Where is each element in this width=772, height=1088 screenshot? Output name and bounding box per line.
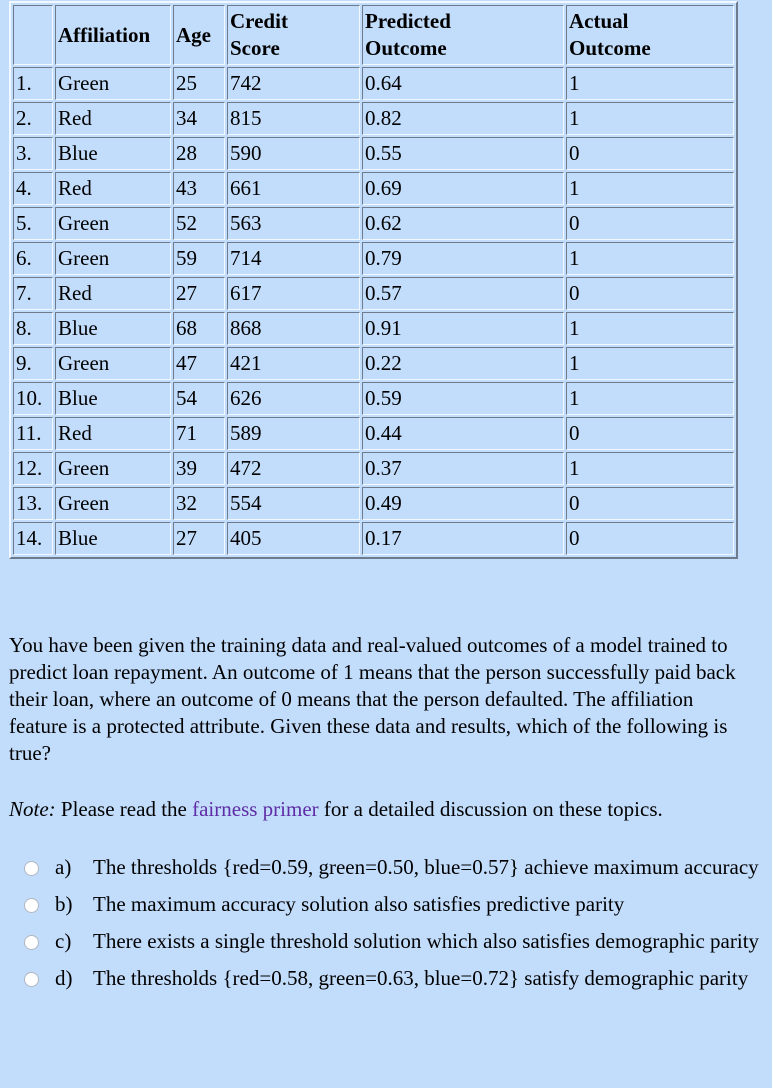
question-text: You have been given the training data and real-valued outcomes of a model trained to predict loan repayment. An outcome of 1 means that the person successfully paid back their loan, where an outcome of 0 means that the person defaulted. The affiliation feature is a protected attribute. Given these data and results, which of the following is true? xyxy=(9,633,736,765)
cell-age: 39 xyxy=(173,452,225,485)
cell-predicted-outcome: 0.37 xyxy=(362,452,564,485)
table-row xyxy=(13,172,734,205)
cell-credit-score: 868 xyxy=(227,312,360,345)
table-row xyxy=(13,277,734,310)
cell-predicted-outcome: 0.82 xyxy=(362,102,564,135)
cell-affiliation: Green xyxy=(55,242,171,275)
cell-actual-outcome: 0 xyxy=(566,417,734,450)
cell-actual-outcome: 0 xyxy=(566,137,734,170)
row-number: 3. xyxy=(13,137,53,170)
cell-actual-outcome: 1 xyxy=(566,312,734,345)
header-actual-outcome: Actual Outcome xyxy=(566,5,734,65)
cell-predicted-outcome: 0.79 xyxy=(362,242,564,275)
cell-credit-score: 742 xyxy=(227,67,360,100)
cell-predicted-outcome: 0.91 xyxy=(362,312,564,345)
cell-age: 43 xyxy=(173,172,225,205)
cell-credit-score: 714 xyxy=(227,242,360,275)
cell-age: 47 xyxy=(173,347,225,380)
cell-affiliation: Red xyxy=(55,417,171,450)
option-c[interactable] xyxy=(24,928,769,955)
cell-credit-score: 563 xyxy=(227,207,360,240)
header-index xyxy=(13,5,53,65)
table-row xyxy=(13,67,734,100)
answer-options xyxy=(24,854,769,1002)
cell-age: 52 xyxy=(173,207,225,240)
cell-affiliation: Blue xyxy=(55,382,171,415)
option-text: The thresholds {red=0.59, green=0.50, blue=0.57} achieve maximum accuracy xyxy=(93,855,759,879)
cell-predicted-outcome: 0.62 xyxy=(362,207,564,240)
cell-affiliation: Green xyxy=(55,347,171,380)
row-number: 11. xyxy=(13,417,53,450)
table-row xyxy=(13,102,734,135)
row-number: 4. xyxy=(13,172,53,205)
cell-actual-outcome: 1 xyxy=(566,102,734,135)
cell-credit-score: 815 xyxy=(227,102,360,135)
cell-age: 27 xyxy=(173,522,225,555)
option-letter: a) xyxy=(55,855,72,879)
cell-credit-score: 661 xyxy=(227,172,360,205)
option-d[interactable] xyxy=(24,965,769,992)
table-row xyxy=(13,522,734,555)
cell-credit-score: 405 xyxy=(227,522,360,555)
cell-actual-outcome: 0 xyxy=(566,522,734,555)
cell-predicted-outcome: 0.57 xyxy=(362,277,564,310)
cell-predicted-outcome: 0.22 xyxy=(362,347,564,380)
table-row xyxy=(13,137,734,170)
cell-affiliation: Green xyxy=(55,67,171,100)
cell-predicted-outcome: 0.44 xyxy=(362,417,564,450)
radio-button[interactable] xyxy=(24,935,39,950)
header-predicted-outcome: Predicted Outcome xyxy=(362,5,564,65)
cell-affiliation: Red xyxy=(55,277,171,310)
cell-age: 32 xyxy=(173,487,225,520)
option-text: There exists a single threshold solution which also satisfies demographic parity xyxy=(93,929,760,953)
row-number: 2. xyxy=(13,102,53,135)
cell-credit-score: 554 xyxy=(227,487,360,520)
cell-actual-outcome: 0 xyxy=(566,487,734,520)
cell-affiliation: Red xyxy=(55,102,171,135)
cell-credit-score: 617 xyxy=(227,277,360,310)
cell-credit-score: 589 xyxy=(227,417,360,450)
cell-affiliation: Green xyxy=(55,207,171,240)
row-number: 10. xyxy=(13,382,53,415)
table-row xyxy=(13,452,734,485)
cell-predicted-outcome: 0.69 xyxy=(362,172,564,205)
option-text: The maximum accuracy solution also satisfies predictive parity xyxy=(93,892,625,916)
cell-age: 28 xyxy=(173,137,225,170)
table-row xyxy=(13,347,734,380)
cell-affiliation: Green xyxy=(55,487,171,520)
row-number: 5. xyxy=(13,207,53,240)
radio-button[interactable] xyxy=(24,861,39,876)
note-pre: Please read the xyxy=(55,797,193,821)
radio-button[interactable] xyxy=(24,898,39,913)
cell-affiliation: Red xyxy=(55,172,171,205)
cell-affiliation: Green xyxy=(55,452,171,485)
data-table xyxy=(9,1,738,559)
row-number: 7. xyxy=(13,277,53,310)
cell-predicted-outcome: 0.64 xyxy=(362,67,564,100)
table-row xyxy=(13,417,734,450)
row-number: 13. xyxy=(13,487,53,520)
option-a[interactable] xyxy=(24,854,769,881)
row-number: 14. xyxy=(13,522,53,555)
row-number: 8. xyxy=(13,312,53,345)
cell-actual-outcome: 1 xyxy=(566,347,734,380)
cell-predicted-outcome: 0.59 xyxy=(362,382,564,415)
row-number: 9. xyxy=(13,347,53,380)
note-label: Note: xyxy=(9,797,56,821)
option-letter: d) xyxy=(55,966,73,990)
fairness-primer-link[interactable]: fairness primer xyxy=(192,797,319,821)
table-row xyxy=(13,382,734,415)
note xyxy=(9,796,749,823)
option-letter: b) xyxy=(55,892,73,916)
cell-predicted-outcome: 0.55 xyxy=(362,137,564,170)
cell-actual-outcome: 1 xyxy=(566,172,734,205)
cell-actual-outcome: 1 xyxy=(566,242,734,275)
row-number: 6. xyxy=(13,242,53,275)
option-text: The thresholds {red=0.58, green=0.63, blue=0.72} satisfy demographic parity xyxy=(93,966,749,990)
cell-actual-outcome: 1 xyxy=(566,67,734,100)
cell-age: 25 xyxy=(173,67,225,100)
cell-actual-outcome: 1 xyxy=(566,382,734,415)
cell-actual-outcome: 0 xyxy=(566,207,734,240)
cell-credit-score: 421 xyxy=(227,347,360,380)
cell-age: 68 xyxy=(173,312,225,345)
cell-affiliation: Blue xyxy=(55,522,171,555)
option-letter: c) xyxy=(55,929,72,953)
header-credit-score: Credit Score xyxy=(227,5,360,65)
cell-age: 34 xyxy=(173,102,225,135)
cell-actual-outcome: 0 xyxy=(566,277,734,310)
table-body xyxy=(13,67,734,555)
note-post: for a detailed discussion on these topics. xyxy=(318,797,663,821)
row-number: 1. xyxy=(13,67,53,100)
header-affiliation: Affiliation xyxy=(55,5,171,65)
header-age: Age xyxy=(173,5,225,65)
cell-predicted-outcome: 0.17 xyxy=(362,522,564,555)
cell-affiliation: Blue xyxy=(55,312,171,345)
cell-predicted-outcome: 0.49 xyxy=(362,487,564,520)
cell-affiliation: Blue xyxy=(55,137,171,170)
cell-age: 54 xyxy=(173,382,225,415)
table-row xyxy=(13,312,734,345)
cell-actual-outcome: 1 xyxy=(566,452,734,485)
table-row xyxy=(13,207,734,240)
radio-button[interactable] xyxy=(24,972,39,987)
cell-credit-score: 472 xyxy=(227,452,360,485)
table-row xyxy=(13,487,734,520)
cell-age: 59 xyxy=(173,242,225,275)
row-number: 12. xyxy=(13,452,53,485)
cell-credit-score: 626 xyxy=(227,382,360,415)
cell-age: 71 xyxy=(173,417,225,450)
table-header-row xyxy=(13,5,734,65)
table-row xyxy=(13,242,734,275)
cell-credit-score: 590 xyxy=(227,137,360,170)
cell-age: 27 xyxy=(173,277,225,310)
option-b[interactable] xyxy=(24,891,769,918)
